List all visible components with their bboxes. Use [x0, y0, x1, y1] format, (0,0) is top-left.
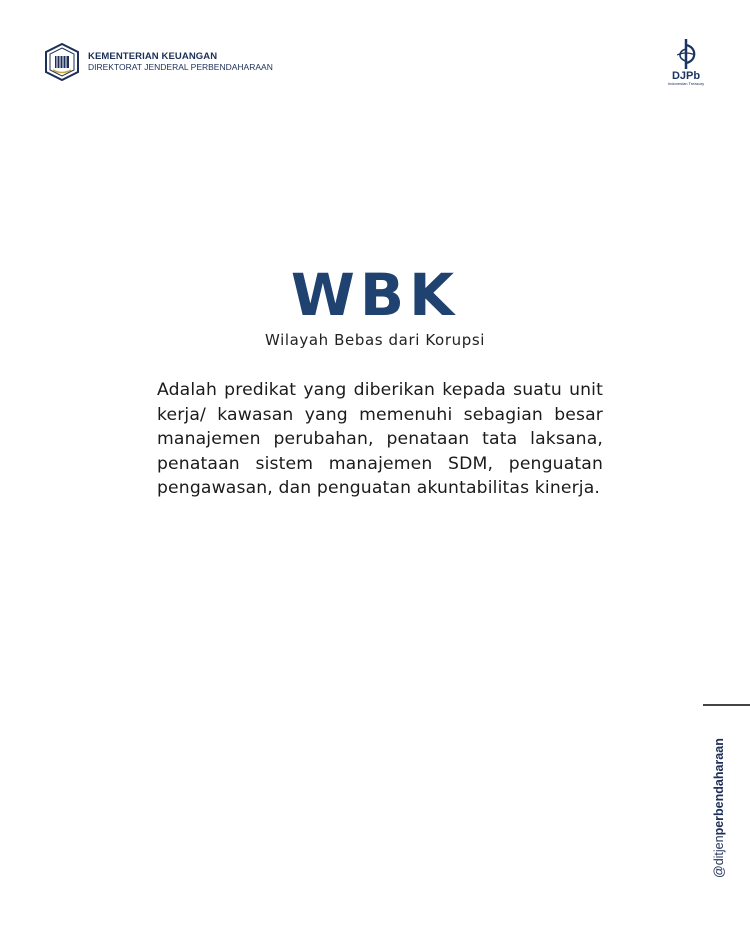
- directorate-name: DIREKTORAT JENDERAL PERBENDAHARAAN: [88, 61, 273, 72]
- djpb-tagline: Indonesian Treasury: [667, 81, 705, 86]
- handle-prefix: @ditjen: [712, 835, 726, 878]
- page-subtitle: Wilayah Bebas dari Korupsi: [264, 331, 486, 349]
- kemenkeu-emblem-icon: [42, 42, 82, 82]
- ministry-name: KEMENTERIAN KEUANGAN: [88, 50, 218, 62]
- handle-suffix: perbendaharaan: [712, 738, 726, 836]
- djpb-logo-icon: [673, 37, 699, 71]
- side-divider: [703, 704, 750, 706]
- djpb-name: DJPb: [671, 70, 701, 82]
- djpb-logo-block: [660, 37, 712, 86]
- social-handle: [712, 738, 726, 878]
- ministry-logo-block: [42, 42, 273, 82]
- page-title: WBK: [290, 261, 460, 329]
- definition-paragraph: Adalah predikat yang diberikan kepada suatu unit kerja/ kawasan yang memenuhi sebagian besar manajemen perubahan, penataan tata laksana, penataan sistem manajemen SDM, penguatan pengawasan, dan penguatan akuntabilitas kinerja.: [157, 380, 603, 499]
